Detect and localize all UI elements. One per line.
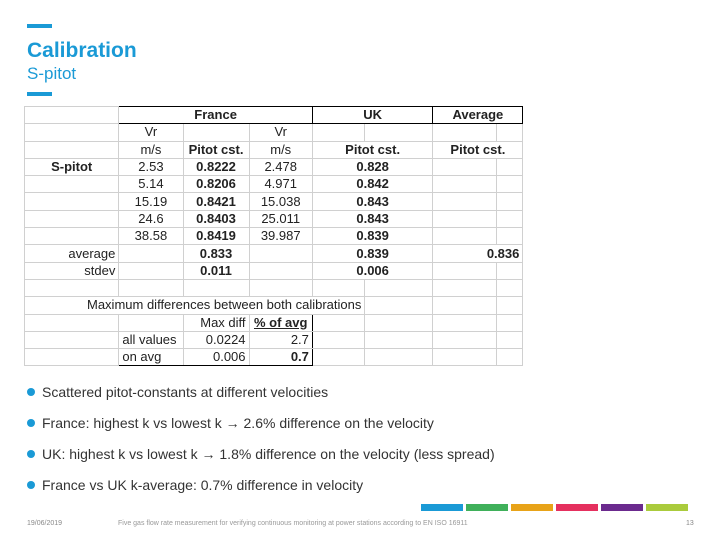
page-subtitle: S-pitot [27,64,77,83]
average-uk-cell: 0.839 [312,245,432,262]
vr-france-header: Vr [119,124,183,141]
footer-color-bar [556,504,598,511]
page-number: 13 [686,520,694,527]
uk-header: UK [312,107,432,124]
k-france-cell: 0.8421 [183,193,249,210]
max-diff-header: Max diff [183,314,249,331]
footer-text: Five gas flow rate measurement for verifying continuous monitoring at power stations according to EN ISO 16911 [118,520,468,527]
on-avg-max-cell: 0.006 [183,349,249,366]
table-row [25,107,523,124]
vr-uk-cell: 39.987 [249,228,312,245]
footer-color-bar [466,504,508,511]
k-uk-cell: 0.843 [312,210,432,227]
table-row [25,297,523,314]
vr-france-cell: 5.14 [119,176,183,193]
list-item: France vs UK k-average: 0.7% difference in velocity [27,469,495,500]
k-france-cell: 0.8206 [183,176,249,193]
table-row [25,141,523,158]
table-row [25,193,523,210]
pitot-cst-uk-header: Pitot cst. [312,141,432,158]
bullet-list [27,376,495,500]
table-row [25,279,523,296]
vr-france-cell: 2.53 [119,158,183,175]
bullet-dot-icon [27,481,35,489]
k-uk-cell: 0.839 [312,228,432,245]
vr-france-cell: 24.6 [119,210,183,227]
table-row [25,331,523,348]
on-avg-pct-cell: 0.7 [249,349,312,366]
table-row [25,349,523,366]
k-uk-cell: 0.828 [312,158,432,175]
stdev-uk-cell: 0.006 [312,262,432,279]
vr-uk-cell: 2.478 [249,158,312,175]
all-values-pct-cell: 2.7 [249,331,312,348]
ms-france-header: m/s [119,141,183,158]
pitot-cst-average-header: Pitot cst. [433,141,523,158]
average-all-cell: 0.836 [433,245,523,262]
calibration-table [24,106,523,366]
bullet-dot-icon [27,419,35,427]
k-france-cell: 0.8222 [183,158,249,175]
all-values-max-cell: 0.0224 [183,331,249,348]
subtitle-accent-bar [27,92,52,96]
france-header: France [119,107,313,124]
list-item: UK: highest k vs lowest k → 1.8% difference on the velocity (less spread) [27,438,495,469]
footer-date: 19/06/2019 [27,520,63,527]
footer-color-bar [421,504,463,511]
average-france-cell: 0.833 [183,245,249,262]
table-row [25,228,523,245]
stdev-france-cell: 0.011 [183,262,249,279]
bullet-dot-icon [27,450,35,458]
pitot-cst-france-header: Pitot cst. [183,141,249,158]
k-uk-cell: 0.842 [312,176,432,193]
table-row [25,245,523,262]
max-diff-title: Maximum differences between both calibrations [25,297,365,314]
footer-color-bar [646,504,688,511]
all-values-label: all values [119,331,183,348]
footer-color-bar [601,504,643,511]
average-header: Average [433,107,523,124]
title-accent-bar [27,24,52,28]
vr-uk-cell: 25.011 [249,210,312,227]
table-row [25,314,523,331]
table-row [25,210,523,227]
vr-uk-header: Vr [249,124,312,141]
s-pitot-label: S-pitot [25,158,119,175]
list-item: Scattered pitot-constants at different velocities [27,376,495,407]
list-item: France: highest k vs lowest k → 2.6% difference on the velocity [27,407,495,438]
bullet-dot-icon [27,388,35,396]
table-row [25,124,523,141]
on-avg-label: on avg [119,349,183,366]
k-uk-cell: 0.843 [312,193,432,210]
k-france-cell: 0.8403 [183,210,249,227]
ms-uk-header: m/s [249,141,312,158]
average-label: average [25,245,119,262]
vr-uk-cell: 15.038 [249,193,312,210]
table-row [25,158,523,175]
vr-uk-cell: 4.971 [249,176,312,193]
vr-france-cell: 38.58 [119,228,183,245]
table-row [25,176,523,193]
pct-of-avg-header: % of avg [249,314,312,331]
k-france-cell: 0.8419 [183,228,249,245]
table-row [25,262,523,279]
footer-color-bar [511,504,553,511]
page-title: Calibration [27,39,137,62]
stdev-label: stdev [25,262,119,279]
vr-france-cell: 15.19 [119,193,183,210]
